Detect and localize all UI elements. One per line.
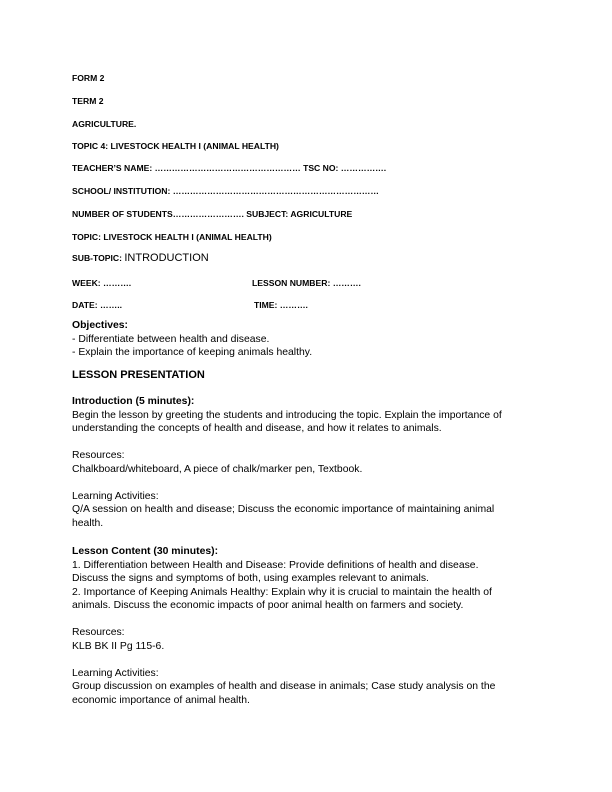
subtopic-value: INTRODUCTION [124, 252, 209, 264]
lesson-number-field: LESSON NUMBER: ………. [252, 278, 361, 288]
paragraph-line: economic importance of animal health. [72, 694, 250, 706]
resources-label: Resources: [72, 627, 125, 638]
week-field: WEEK: ………. [72, 278, 132, 288]
paragraph-line: 2. Importance of Keeping Animals Healthy: Explain why it is crucial to maintain the health of [72, 586, 492, 598]
objectives-heading: Objectives: [72, 320, 129, 331]
school-field: SCHOOL/ INSTITUTION: ……………………………………………………………… [72, 186, 379, 196]
term-label: TERM 2 [72, 96, 104, 106]
subtopic-field [72, 252, 209, 264]
spacer [72, 436, 542, 450]
objectives-section [72, 319, 542, 360]
paragraph-line: 1. Differentiation between Health and Disease: Provide definitions of health and disease. [72, 559, 479, 571]
learning-activities-label: Learning Activities: [72, 667, 159, 679]
learning-activities-label: Learning Activities: [72, 490, 159, 502]
introduction-section [72, 395, 542, 530]
spacer [72, 476, 542, 490]
resources-text: KLB BK II Pg 115-6. [72, 640, 165, 652]
date-field: DATE: …….. [72, 300, 122, 310]
objective-item: - Differentiate between health and disease. [72, 333, 270, 345]
introduction-heading: Introduction (5 minutes): [72, 396, 195, 407]
paragraph-line: Discuss the signs and symptoms of both, using examples relevant to animals. [72, 573, 429, 584]
spacer [72, 613, 542, 627]
subject-heading: AGRICULTURE. [72, 119, 137, 129]
topic-field: TOPIC: LIVESTOCK HEALTH I (ANIMAL HEALTH) [72, 232, 272, 242]
paragraph-line: Begin the lesson by greeting the students and introducing the topic. Explain the importance of [72, 409, 502, 421]
lesson-content-heading: Lesson Content (30 minutes): [72, 546, 219, 557]
spacer [72, 653, 542, 667]
objective-item: - Explain the importance of keeping animals healthy. [72, 347, 313, 358]
students-subject-field: NUMBER OF STUDENTS……………………. SUBJECT: AGRICULTURE [72, 209, 353, 219]
resources-text: Chalkboard/whiteboard, A piece of chalk/marker pen, Textbook. [72, 463, 363, 475]
lesson-content-section [72, 545, 542, 707]
topic-heading: TOPIC 4: LIVESTOCK HEALTH I (ANIMAL HEALTH) [72, 141, 279, 151]
paragraph-line: Group discussion on examples of health and disease in animals; Case study analysis on the [72, 681, 496, 692]
resources-label: Resources: [72, 450, 125, 461]
paragraph-line: understanding the concepts of health and disease, and how it relates to animals. [72, 423, 442, 434]
paragraph-line: Q/A session on health and disease; Discuss the economic importance of maintaining animal [72, 504, 495, 515]
lesson-presentation-heading: LESSON PRESENTATION [72, 369, 205, 381]
teacher-name-field: TEACHER’S NAME: …………………………………………… TSC NO: ……………. [72, 163, 387, 173]
paragraph-line: health. [72, 517, 104, 529]
form-label: FORM 2 [72, 73, 105, 83]
subtopic-label: SUB-TOPIC: [72, 253, 125, 263]
time-field: TIME: ………. [254, 300, 308, 310]
paragraph-line: animals. Discuss the economic impacts of poor animal health on farmers and society. [72, 600, 464, 611]
